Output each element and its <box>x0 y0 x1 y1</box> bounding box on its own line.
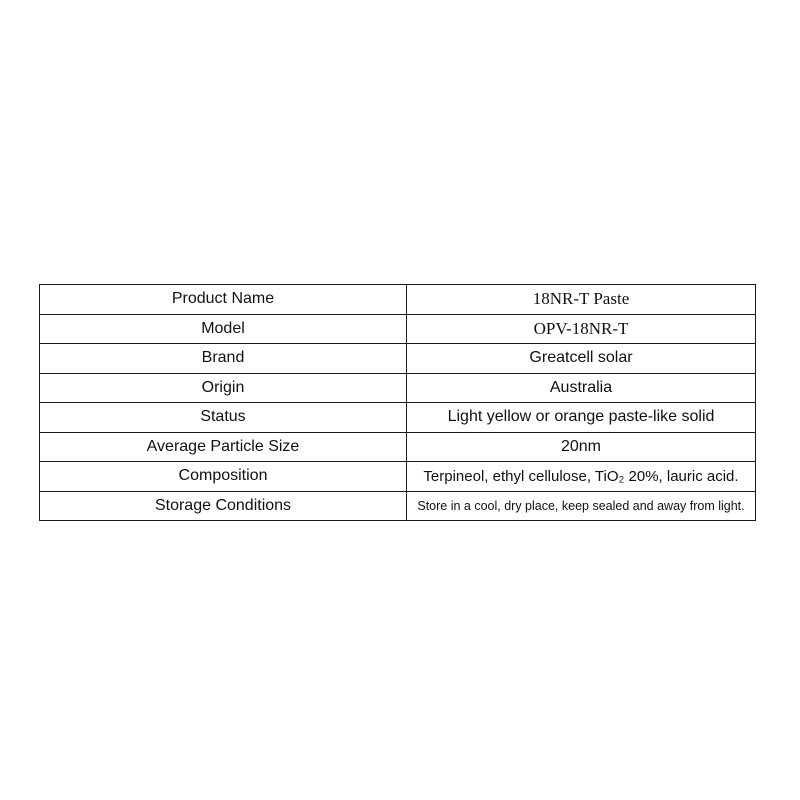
label-cell: Composition <box>40 462 407 492</box>
value-cell: 18NR-T Paste <box>407 285 756 315</box>
value-cell: 20nm <box>407 432 756 462</box>
value-cell: OPV-18NR-T <box>407 314 756 344</box>
table-row <box>40 462 756 492</box>
table-row <box>40 491 756 521</box>
product-spec-table <box>39 284 756 521</box>
value-cell: Light yellow or orange paste-like solid <box>407 403 756 433</box>
label-cell: Average Particle Size <box>40 432 407 462</box>
value-cell: Store in a cool, dry place, keep sealed and away from light. <box>407 491 756 521</box>
table-row <box>40 344 756 374</box>
table-row <box>40 314 756 344</box>
value-cell: Australia <box>407 373 756 403</box>
value-cell: Greatcell solar <box>407 344 756 374</box>
label-cell: Model <box>40 314 407 344</box>
label-cell: Origin <box>40 373 407 403</box>
table-row <box>40 373 756 403</box>
label-cell: Status <box>40 403 407 433</box>
label-cell: Product Name <box>40 285 407 315</box>
table-row <box>40 285 756 315</box>
table-row <box>40 432 756 462</box>
label-cell: Brand <box>40 344 407 374</box>
value-cell: Terpineol, ethyl cellulose, TiO₂ 20%, lauric acid. <box>407 462 756 492</box>
label-cell: Storage Conditions <box>40 491 407 521</box>
table-row <box>40 403 756 433</box>
